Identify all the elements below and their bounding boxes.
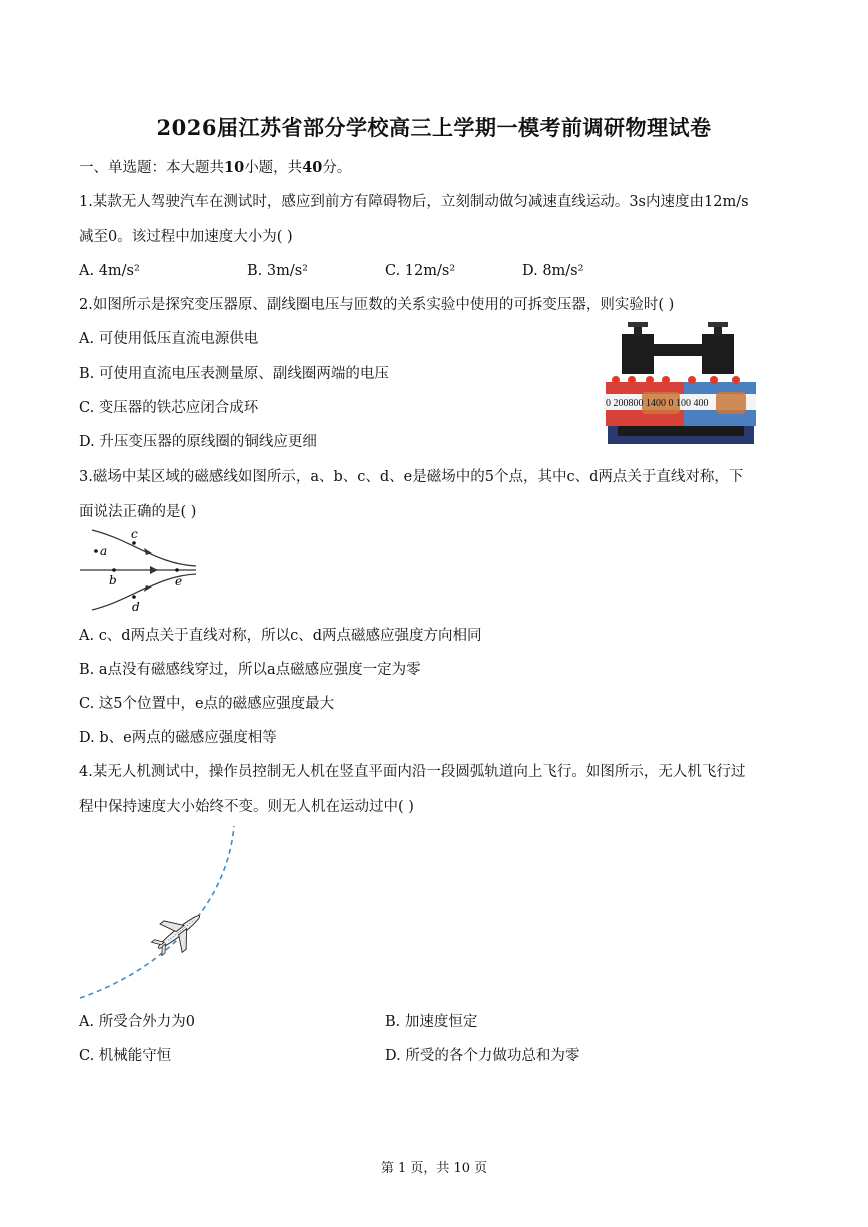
q4-option-b[interactable]: B. 加速度恒定 xyxy=(385,1014,478,1030)
q1-option-b[interactable]: B. 3m/s² xyxy=(247,263,308,279)
page-footer: 第 1 页，共 10 页 xyxy=(380,1161,488,1176)
q1-option-c[interactable]: C. 12m/s² xyxy=(385,263,456,279)
q4-option-d[interactable]: D. 所受的各个力做功总和为零 xyxy=(385,1048,580,1064)
q3-option-a[interactable]: A. c、d两点关于直线对称，所以c、d两点磁感应强度方向相同 xyxy=(79,628,482,644)
drone-arc-figure xyxy=(76,822,246,1002)
q2-option-b[interactable]: B. 可使用直流电压表测量原、副线圈两端的电压 xyxy=(79,366,389,382)
magnetic-field-figure xyxy=(76,526,200,612)
q3-option-b[interactable]: B. a点没有磁感线穿过，所以a点磁感应强度一定为零 xyxy=(79,662,421,678)
q4-option-c[interactable]: C. 机械能守恒 xyxy=(79,1048,172,1064)
q1-stem-line2: 减至0。该过程中加速度大小为( ) xyxy=(79,229,293,245)
point-label-c: c xyxy=(131,527,138,541)
q4-stem-line1: 4.某无人机测试中，操作员控制无人机在竖直平面内沿一段圆弧轨道向上飞行。如图所示，无人机飞行过 xyxy=(79,764,746,780)
q3-stem-line1: 3.磁场中某区域的磁感线如图所示，a、b、c、d、e是磁场中的5个点，其中c、d两点关于直线对称，下 xyxy=(79,469,744,485)
q2-option-c[interactable]: C. 变压器的铁芯应闭合成环 xyxy=(79,400,259,416)
transformer-image xyxy=(600,322,760,448)
point-label-d: d xyxy=(132,600,140,612)
q3-stem-line2: 面说法正确的是( ) xyxy=(79,504,197,520)
point-label-a: a xyxy=(100,544,108,558)
section-heading: 一、单选题：本大题共10小题，共40分。 xyxy=(79,159,352,176)
transformer-figure xyxy=(600,322,760,448)
q1-option-d[interactable]: D. 8m/s² xyxy=(522,263,584,279)
q3-option-d[interactable]: D. b、e两点的磁感应强度相等 xyxy=(79,730,277,746)
q1-option-a[interactable]: A. 4m/s² xyxy=(79,263,140,279)
q4-stem-line2: 程中保持速度大小始终不变。则无人机在运动过中( ) xyxy=(79,799,414,815)
q3-option-c[interactable]: C. 这5个位置中，e点的磁感应强度最大 xyxy=(79,696,335,712)
airplane-icon xyxy=(146,902,211,964)
q2-stem: 2.如图所示是探究变压器原、副线圈电压与匝数的关系实验中使用的可拆变压器，则实验时( ) xyxy=(79,297,675,313)
field-lines-diagram xyxy=(76,526,200,612)
point-label-e: e xyxy=(175,574,183,588)
transformer-scale-label: 0 200800 1400 0 100 400 xyxy=(606,398,709,409)
q1-stem-line1: 1.某款无人驾驶汽车在测试时，感应到前方有障碍物后，立刻制动做匀减速直线运动。3s内速度由12m/s xyxy=(79,194,749,210)
q4-option-a[interactable]: A. 所受合外力为0 xyxy=(79,1014,195,1030)
point-label-b: b xyxy=(109,573,117,587)
drone-arc-diagram xyxy=(76,822,246,1002)
q2-option-d[interactable]: D. 升压变压器的原线圈的铜线应更细 xyxy=(79,434,317,450)
q2-option-a[interactable]: A. 可使用低压直流电源供电 xyxy=(79,331,259,347)
page-title: 2026届江苏省部分学校高三上学期一模考前调研物理试卷 xyxy=(156,115,712,140)
